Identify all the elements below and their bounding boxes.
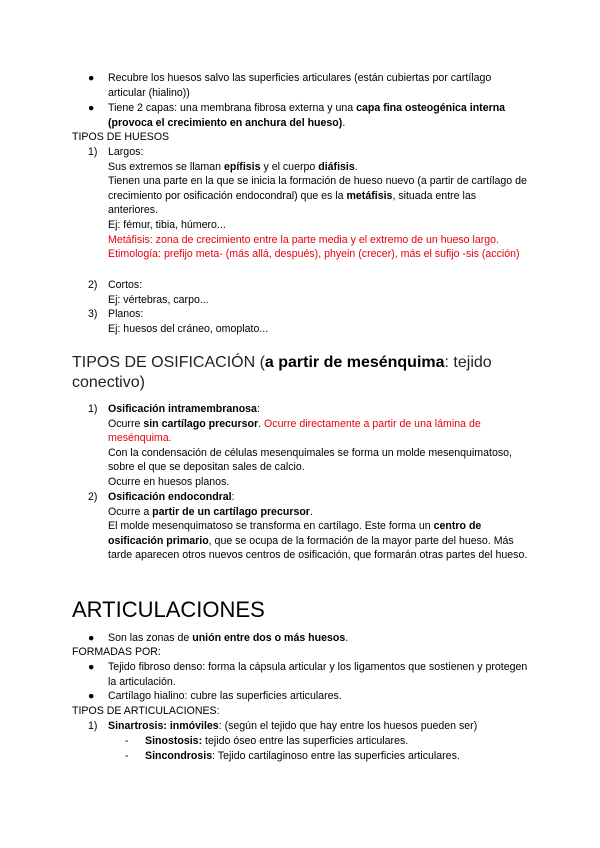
list-number: 1)	[88, 720, 98, 732]
bullet-text: Son las zonas de unión entre dos o más huesos.	[108, 632, 349, 644]
endo-title: Osificación endocondral:	[108, 491, 235, 503]
largos-extremos: Sus extremos se llaman epífisis y el cuerpo diáfisis.	[108, 160, 358, 173]
list-number: 2)	[88, 491, 98, 503]
bullet-text: Recubre los huesos salvo las superficies articulares (están cubiertas por cartílago articular (hialino))	[108, 72, 492, 99]
list-number: 2)	[88, 279, 98, 291]
planos-ejemplo: Ej: huesos del cráneo, omoplato...	[108, 322, 269, 335]
intra-ocurre: Ocurre sin cartílago precursor. Ocurre directamente a partir de una lámina de mesénquima.	[108, 417, 481, 445]
tipos-huesos-label: TIPOS DE HUESOS	[72, 131, 170, 143]
tipos-articulaciones-label: TIPOS DE ARTICULACIONES:	[72, 705, 220, 717]
endo-molde: El molde mesenquimatoso se transforma en cartílago. Este forma un centro de osificación primario, que se ocupa de la formación de la mayor parte del hueso. Más tarde aparecen otros nuevos centros de osificación, que formarán otras partes del hueso.	[108, 520, 528, 562]
intra-huesos-planos: Ocurre en huesos planos.	[108, 475, 230, 488]
intra-condensacion: Con la condensación de células mesenquimales se forma un molde mesenquimatoso, sobre el que se depositan sales de calcio.	[108, 446, 512, 474]
intra-title: Osificación intramembranosa:	[108, 403, 260, 415]
hueso-largos-body	[108, 145, 528, 262]
endo-ocurre: Ocurre a partir de un cartílago precursor.	[108, 505, 313, 518]
bullet-dot-icon: ●	[88, 661, 95, 673]
largos-etimologia: Etimología: prefijo meta- (más allá, después), phyein (crecer), más el sufijo -sis (acción)	[108, 248, 520, 261]
largos-metafisis: Tienen una parte en la que se inicia la formación de hueso nuevo (a partir de cartílago de crecimiento por osificación endocondral) que es la metáfisis, situada entre las anteriores.	[108, 175, 527, 217]
bullet-dot-icon: ●	[88, 102, 95, 114]
bullet-dot-icon: ●	[88, 632, 95, 644]
cortos-title: Cortos:	[108, 279, 143, 291]
osificacion-heading: TIPOS DE OSIFICACIÓN (a partir de mesénquima: tejido conectivo)	[72, 354, 492, 391]
bullet-text: Cartílago hialino: cubre las superficies articulares.	[108, 690, 342, 702]
cortos-ejemplo: Ej: vértebras, carpo...	[108, 293, 209, 306]
dash-icon: -	[125, 750, 129, 762]
list-number: 1)	[88, 403, 98, 415]
planos-title: Planos:	[108, 308, 144, 320]
bullet-text: Tejido fibroso denso: forma la cápsula articular y los ligamentos que sostienen y protegen la articulación.	[108, 661, 528, 688]
sinartrosis-title: Sinartrosis: inmóviles: (según el tejido que hay entre los huesos pueden ser)	[108, 720, 478, 732]
document-page: ● Recubre los huesos salvo las superficies articulares (están cubiertas por cartílago articular (hialino)) ● Tiene 2 capas: una membrana fibrosa externa y una capa fina osteogénica interna (provoca el crecimiento en anchura del hueso). TIPOS DE HUESOS 1) Largos: Sus extremos se llaman epífisis y el cuerpo diáfisis. Tienen una parte en la que se inicia la formación de hueso nuevo (a partir de cartílago de crecimiento por osificación endocondral) que es la metáfisis, situada entre las anteriores. Ej: fémur, tibia, húmero... Metáfisis: zona de crecimiento entre la parte media y el extremo de un hueso largo. Etimología: prefijo meta- (más allá, después), phyein (crecer), más el sufijo -sis (acción) 2) Cortos: Ej: vértebras, carpo... 3) Planos: Ej: huesos del cráneo, omoplato... TIPOS DE OSIFICACIÓN (a partir de mesénquima: tejido conectivo) 1) Osificación intramembranosa: Ocurre sin cartílago precursor. Ocurre directamente a partir de una lámina de mesénquima. Con la condensación de células mesenquimales se forma un molde mesenquimatoso, sobre el que se depositan sales de calcio. Ocurre en huesos planos. 2) Osificación endocondral: Ocurre a partir de un cartílago precursor. El molde mesenquimatoso se transforma en cartílago. Este forma un centro de osificación primario, que se ocupa de la formación de la mayor parte del hueso. Más tarde aparecen otros nuevos centros de osificación, que formarán otras partes del hueso. ARTICULACIONES ● Son las zonas de unión entre dos o más huesos. FORMADAS POR: ● Tejido fibroso denso: forma la cápsula articular y los ligamentos que sostienen y protegen la articulación. ● Cartílago hialino: cubre las superficies articulares. TIPOS DE ARTICULACIONES: 1) Sinartrosis: inmóviles: (según el tejido que hay entre los huesos pueden ser) - Sinostosis: tejido óseo entre las superficies articulares. - Sincondrosis: Tejido cartilaginoso entre las superficies articulares.	[0, 0, 600, 848]
bullet-dot-icon: ●	[88, 72, 95, 84]
bullet-dot-icon: ●	[88, 690, 95, 702]
largos-title: Largos:	[108, 146, 144, 158]
list-number: 1)	[88, 146, 98, 158]
largos-nota-metafisis: Metáfisis: zona de crecimiento entre la parte media y el extremo de un hueso largo.	[108, 233, 499, 246]
dash-icon: -	[125, 735, 129, 747]
articulaciones-heading: ARTICULACIONES	[72, 597, 265, 622]
formadas-label: FORMADAS POR:	[72, 646, 161, 658]
largos-ejemplo: Ej: fémur, tibia, húmero...	[108, 218, 226, 231]
list-number: 3)	[88, 308, 98, 320]
bullet-text: Tiene 2 capas: una membrana fibrosa externa y una capa fina osteogénica interna (provoca el crecimiento en anchura del hueso).	[108, 102, 506, 129]
